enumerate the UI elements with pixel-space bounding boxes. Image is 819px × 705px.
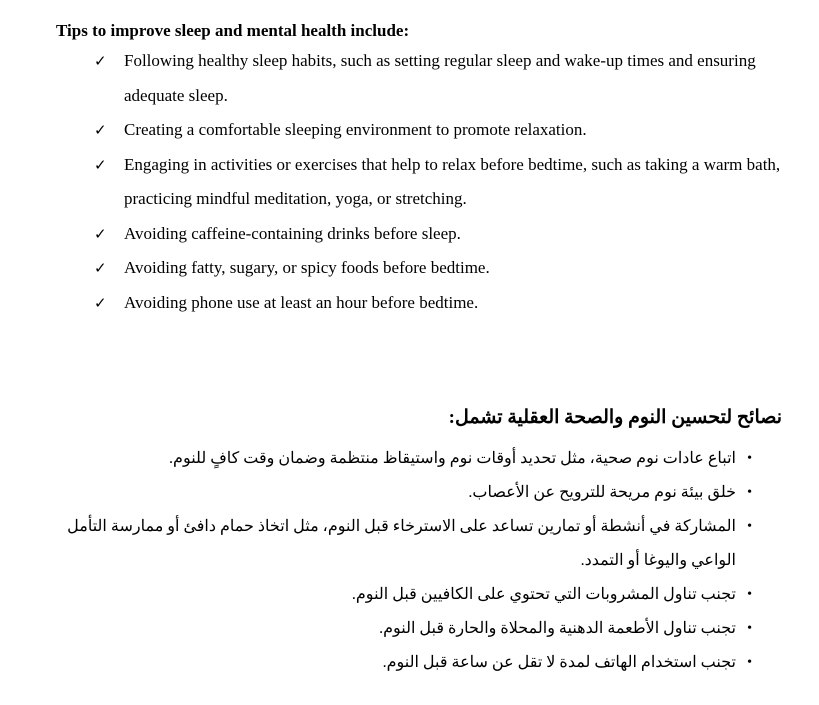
list-item-text: Engaging in activities or exercises that help to relax before bedtime, such as taking a warm bath, practicing mindful meditation, yoga, or stretching.	[124, 154, 781, 208]
checkmark-icon: ✓	[94, 155, 107, 174]
list-item-text: Avoiding phone use at least an hour before bedtime.	[124, 292, 479, 312]
checkmark-icon: ✓	[94, 52, 107, 70]
list-item	[40, 612, 782, 646]
list-item-text: Avoiding fatty, sugary, or spicy foods before bedtime.	[124, 258, 490, 277]
arabic-tips-section	[40, 398, 782, 680]
checkmark-icon: ✓	[94, 293, 107, 312]
list-item	[56, 44, 796, 113]
list-item	[40, 578, 782, 612]
checkmark-icon: ✓	[94, 259, 107, 277]
list-item	[40, 476, 782, 510]
arabic-heading: نصائح لتحسين النوم والصحة العقلية تشمل:	[448, 407, 782, 428]
arabic-tips-list	[40, 442, 782, 680]
list-item	[40, 646, 782, 680]
list-item-text: المشاركة في أنشطة أو تمارين تساعد على الاسترخاء قبل النوم، مثل اتخاذ حمام دافئ أو ممارسة التأمل الواعي واليوغا أو التمدد.	[67, 518, 736, 569]
list-item	[56, 217, 796, 252]
list-item-text: Following healthy sleep habits, such as setting regular sleep and wake-up times and ensuring adequate sleep.	[124, 51, 756, 105]
checkmark-icon: ✓	[94, 121, 107, 139]
bullet-icon: •	[747, 587, 752, 602]
list-item-text: Avoiding caffeine-containing drinks before sleep.	[124, 223, 461, 243]
list-item	[56, 251, 796, 286]
bullet-icon: •	[747, 621, 752, 636]
list-item	[40, 442, 782, 476]
bullet-icon: •	[747, 519, 752, 534]
checkmark-icon: ✓	[94, 224, 107, 243]
list-item	[56, 113, 796, 148]
list-item	[40, 510, 782, 578]
list-item-text: اتباع عادات نوم صحية، مثل تحديد أوقات نوم واستيقاظ منتظمة وضمان وقت كافٍ للنوم.	[169, 450, 736, 467]
bullet-icon: •	[747, 655, 752, 670]
list-item	[56, 286, 796, 321]
list-item-text: Creating a comfortable sleeping environment to promote relaxation.	[124, 120, 587, 139]
list-item-text: خلق بيئة نوم مريحة للترويح عن الأعصاب.	[468, 484, 736, 501]
list-item-text: تجنب استخدام الهاتف لمدة لا تقل عن ساعة قبل النوم.	[382, 654, 736, 671]
list-item-text: تجنب تناول المشروبات التي تحتوي على الكافيين قبل النوم.	[351, 586, 736, 603]
bullet-icon: •	[747, 485, 752, 500]
english-tips-section	[56, 18, 796, 320]
english-tips-list	[56, 44, 796, 320]
list-item	[56, 148, 796, 217]
bullet-icon: •	[747, 451, 752, 466]
list-item-text: تجنب تناول الأطعمة الدهنية والمحلاة والحارة قبل النوم.	[379, 620, 736, 637]
english-heading: Tips to improve sleep and mental health include:	[56, 21, 410, 40]
